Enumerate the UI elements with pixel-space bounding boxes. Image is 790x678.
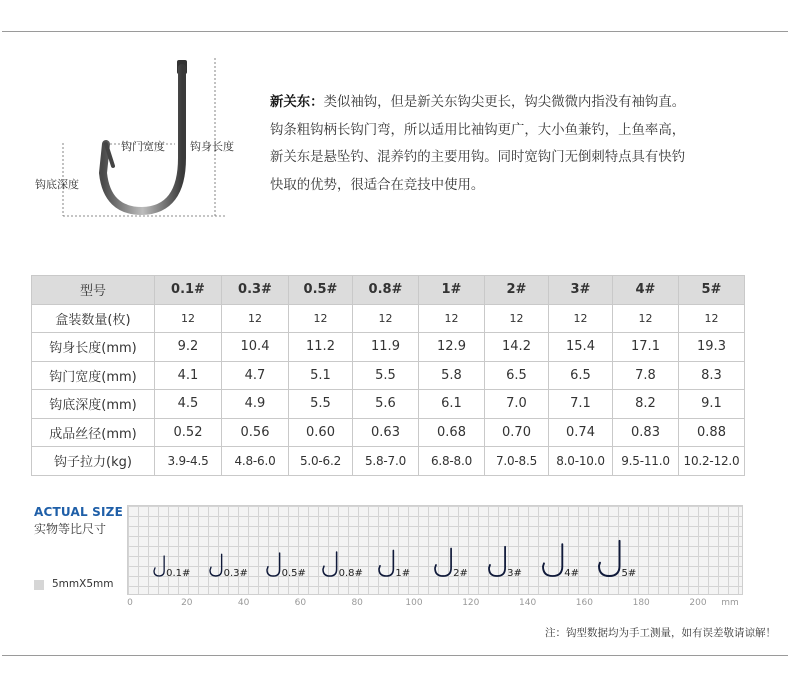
table-cell: 6.8-8.0 xyxy=(419,447,485,476)
table-cell: 4.7 xyxy=(222,361,289,390)
table-cell: 10.2-12.0 xyxy=(679,447,745,476)
table-header-cell: 1# xyxy=(419,276,485,305)
table-cell: 12 xyxy=(353,304,419,333)
hook-size-label: 0.5# xyxy=(281,568,306,579)
table-cell: 3.9-4.5 xyxy=(155,447,222,476)
table-cell: 5.1 xyxy=(289,361,353,390)
actual-size-hook xyxy=(543,544,579,579)
axis-tick-label: 140 xyxy=(519,598,537,608)
table-header-cell: 5# xyxy=(679,276,745,305)
table-cell: 5.8 xyxy=(419,361,485,390)
table-cell: 0.56 xyxy=(222,418,289,447)
measurement-note: 注：钩型数据均为手工测量，如有误差敬请谅解！ xyxy=(545,627,776,639)
gap-width-label: 钩门宽度 xyxy=(121,140,165,153)
grid-scale-label: 5mmX5mm xyxy=(52,578,114,590)
row-header-cell: 成品丝径(mm) xyxy=(32,418,155,447)
table-row xyxy=(32,361,745,390)
axis-tick-label: 0 xyxy=(127,598,133,608)
table-cell: 12 xyxy=(155,304,222,333)
table-header-cell: 0.3# xyxy=(222,276,289,305)
description-line: 类似袖钩，但是新关东钩尖更长，钩尖微微内指没有袖钩直。 xyxy=(323,95,686,110)
table-cell: 19.3 xyxy=(679,333,745,362)
hook-size-label: 0.8# xyxy=(338,568,363,579)
actual-size-title: ACTUAL SIZE xyxy=(34,505,123,519)
axis-tick-label: 20 xyxy=(181,598,193,608)
actual-size-hook xyxy=(435,549,468,579)
table-cell: 6.1 xyxy=(419,390,485,419)
table-header-cell: 0.8# xyxy=(353,276,419,305)
top-divider xyxy=(2,31,788,32)
actual-size-hook xyxy=(267,553,306,579)
table-cell: 11.2 xyxy=(289,333,353,362)
grid-scale-swatch xyxy=(34,580,44,590)
table-header-cell: 0.1# xyxy=(155,276,222,305)
axis-tick-label: 180 xyxy=(632,598,650,608)
product-description xyxy=(270,89,780,199)
table-cell: 7.0 xyxy=(485,390,549,419)
table-row xyxy=(32,390,745,419)
actual-size-hook xyxy=(379,550,410,579)
axis-unit-label: mm xyxy=(721,598,739,608)
table-cell: 8.0-10.0 xyxy=(549,447,613,476)
shank-length-label: 钩身长度 xyxy=(190,140,234,153)
hook-size-label: 3# xyxy=(507,568,522,579)
table-cell: 5.0-6.2 xyxy=(289,447,353,476)
row-header-cell: 钩门宽度(mm) xyxy=(32,361,155,390)
table-row xyxy=(32,418,745,447)
table-cell: 14.2 xyxy=(485,333,549,362)
table-cell: 0.74 xyxy=(549,418,613,447)
axis-tick-label: 200 xyxy=(689,598,707,608)
hook-diagram xyxy=(25,48,260,228)
axis-tick-label: 40 xyxy=(237,598,250,608)
bottom-depth-label: 钩底深度 xyxy=(35,178,79,191)
table-cell: 12 xyxy=(222,304,289,333)
actual-size-hook xyxy=(210,554,248,579)
table-cell: 0.68 xyxy=(419,418,485,447)
actual-size-hook xyxy=(599,541,636,579)
actual-size-hooks xyxy=(127,505,741,593)
table-cell: 12 xyxy=(549,304,613,333)
axis-tick-label: 160 xyxy=(575,598,593,608)
table-cell: 12 xyxy=(485,304,549,333)
hook-size-label: 0.3# xyxy=(223,568,248,579)
row-header-cell: 钩子拉力(kg) xyxy=(32,447,155,476)
actual-size-hook xyxy=(154,556,190,579)
table-cell: 12 xyxy=(613,304,679,333)
table-cell: 7.1 xyxy=(549,390,613,419)
axis-tick-label: 80 xyxy=(351,598,363,608)
table-header-cell: 0.5# xyxy=(289,276,353,305)
table-cell: 0.88 xyxy=(679,418,745,447)
table-cell: 8.2 xyxy=(613,390,679,419)
table-cell: 0.63 xyxy=(353,418,419,447)
table-cell: 5.5 xyxy=(289,390,353,419)
table-cell: 8.3 xyxy=(679,361,745,390)
table-cell: 5.6 xyxy=(353,390,419,419)
table-cell: 12 xyxy=(679,304,745,333)
table-cell: 12 xyxy=(419,304,485,333)
axis-tick-label: 100 xyxy=(405,598,423,608)
spec-table xyxy=(31,275,745,476)
table-cell: 12 xyxy=(289,304,353,333)
table-cell: 9.2 xyxy=(155,333,222,362)
table-cell: 0.60 xyxy=(289,418,353,447)
table-cell: 6.5 xyxy=(485,361,549,390)
table-cell: 4.1 xyxy=(155,361,222,390)
description-line: 快取的优势，很适合在竞技中使用。 xyxy=(270,177,485,193)
description-line: 新关东是悬坠钓、混养钓的主要用钩。同时宽钩门无倒刺特点具有快钓 xyxy=(270,150,686,165)
table-cell: 0.70 xyxy=(485,418,549,447)
hook-size-label: 2# xyxy=(453,568,468,579)
table-cell: 4.9 xyxy=(222,390,289,419)
table-cell: 7.8 xyxy=(613,361,679,390)
bottom-divider xyxy=(2,655,788,656)
table-cell: 12.9 xyxy=(419,333,485,362)
table-cell: 5.5 xyxy=(353,361,419,390)
table-header-row xyxy=(32,276,745,305)
table-header-cell: 3# xyxy=(549,276,613,305)
table-cell: 10.4 xyxy=(222,333,289,362)
table-cell: 6.5 xyxy=(549,361,613,390)
row-header-cell: 盒装数量(枚) xyxy=(32,304,155,333)
actual-size-hook xyxy=(489,547,522,579)
hook-size-label: 4# xyxy=(564,568,580,579)
table-cell: 11.9 xyxy=(353,333,419,362)
table-header-cell: 4# xyxy=(613,276,679,305)
table-cell: 0.52 xyxy=(155,418,222,447)
hook-size-label: 0.1# xyxy=(166,568,191,579)
row-header-cell: 钩底深度(mm) xyxy=(32,390,155,419)
axis-tick-label: 60 xyxy=(294,598,307,608)
actual-size-subtitle: 实物等比尺寸 xyxy=(34,522,107,536)
table-cell: 17.1 xyxy=(613,333,679,362)
row-header-cell: 钩身长度(mm) xyxy=(32,333,155,362)
hook-size-label: 1# xyxy=(395,568,411,579)
table-header-cell: 2# xyxy=(485,276,549,305)
table-cell: 7.0-8.5 xyxy=(485,447,549,476)
table-cell: 5.8-7.0 xyxy=(353,447,419,476)
table-row xyxy=(32,447,745,476)
table-row xyxy=(32,304,745,333)
description-line: 钩条粗钩柄长钩门弯，所以适用比袖钩更广，大小鱼兼钓，上鱼率高， xyxy=(270,122,686,138)
table-cell: 9.1 xyxy=(679,390,745,419)
description-title: 新关东： xyxy=(270,95,324,110)
actual-size-hook xyxy=(323,552,363,579)
table-cell: 4.8-6.0 xyxy=(222,447,289,476)
table-cell: 4.5 xyxy=(155,390,222,419)
table-cell: 9.5-11.0 xyxy=(613,447,679,476)
axis-tick-label: 120 xyxy=(462,598,480,608)
table-cell: 15.4 xyxy=(549,333,613,362)
hook-size-label: 5# xyxy=(621,568,637,579)
table-header-cell: 型号 xyxy=(32,276,155,305)
table-row xyxy=(32,333,745,362)
table-cell: 0.83 xyxy=(613,418,679,447)
